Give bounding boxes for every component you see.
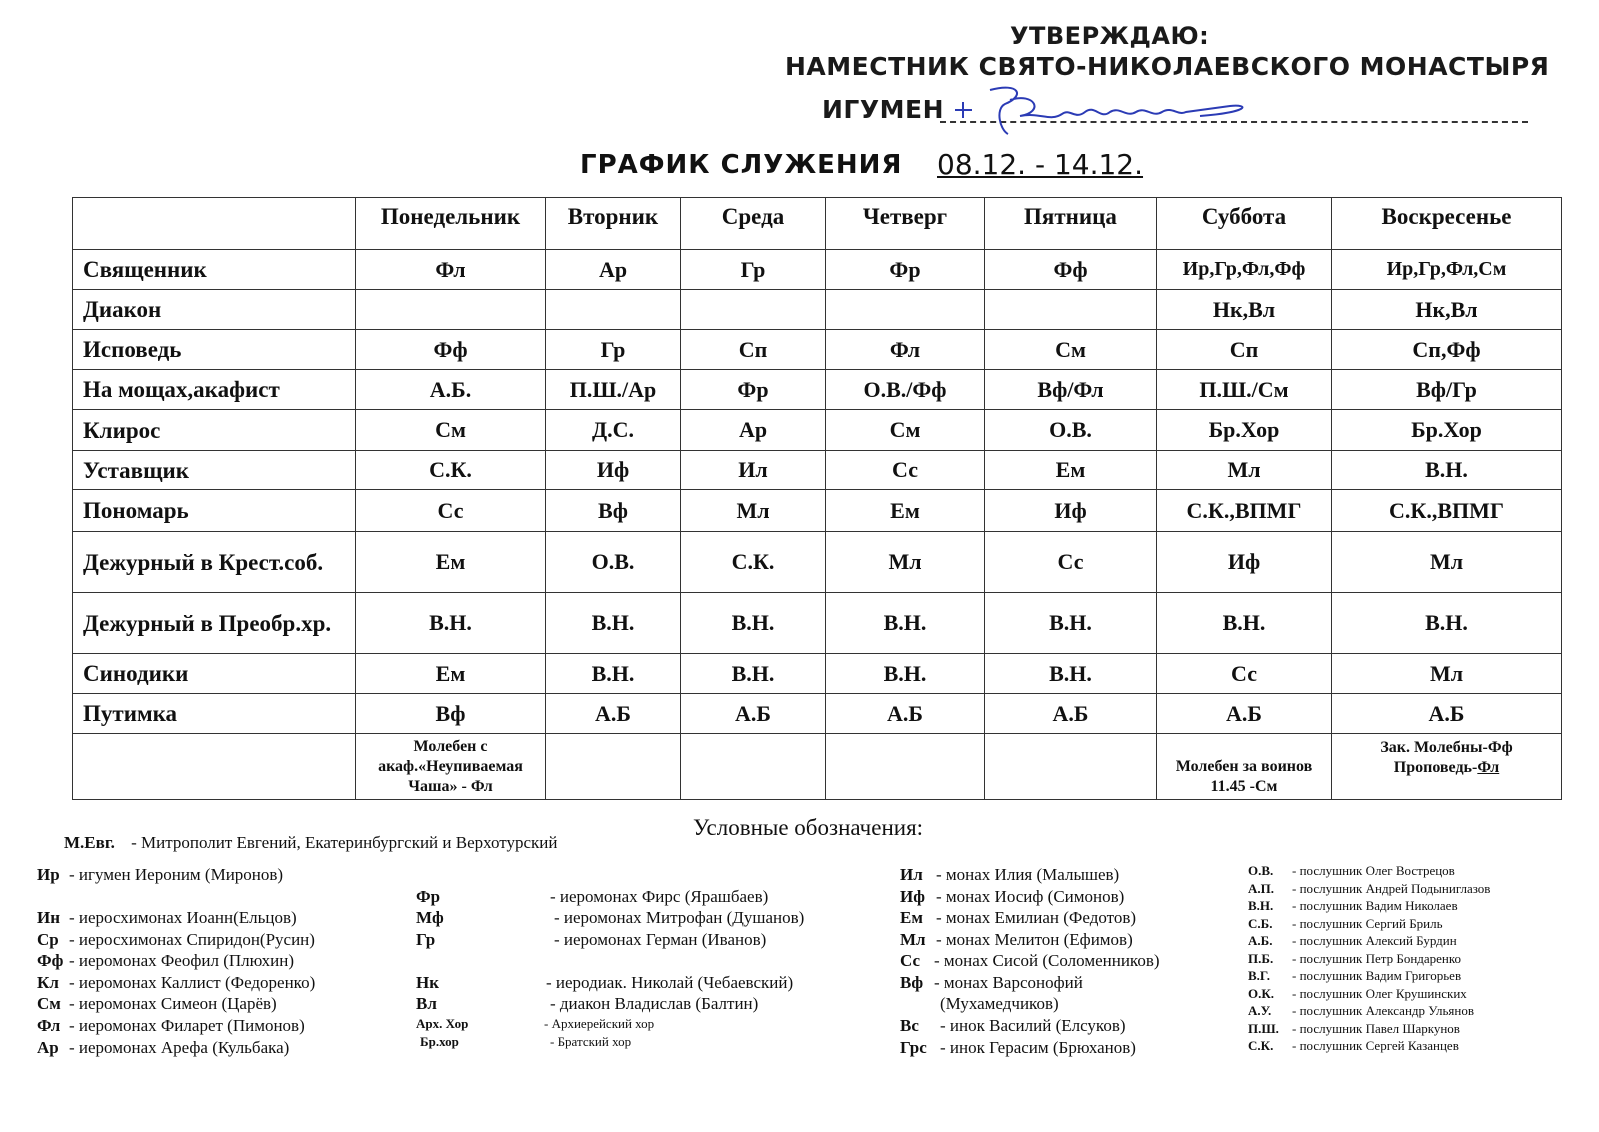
table-row xyxy=(73,330,1562,370)
schedule-cell: Бр.Хор xyxy=(1332,410,1562,451)
signature-image xyxy=(950,82,1280,142)
schedule-cell: Ар xyxy=(546,250,681,290)
schedule-cell: См xyxy=(356,410,546,451)
schedule-cell: В.Н. xyxy=(1332,451,1562,490)
schedule-cell: А.Б xyxy=(546,694,681,734)
schedule-cell: Иф xyxy=(546,451,681,490)
legend-abbr: Ил xyxy=(900,865,923,884)
schedule-cell: П.Ш./Ар xyxy=(546,370,681,410)
schedule-cell: А.Б xyxy=(681,694,826,734)
legend-item xyxy=(1248,915,1443,933)
schedule-cell: Сс xyxy=(356,490,546,532)
notes-label-cell xyxy=(73,734,356,800)
legend-desc: - послушник Сергей Казанцев xyxy=(1292,1038,1459,1053)
legend-item xyxy=(900,907,1136,929)
day-header: Понедельник xyxy=(356,198,546,250)
schedule-cell: А.Б xyxy=(985,694,1157,734)
schedule-cell: С.К. xyxy=(681,532,826,593)
schedule-cell: Вф/Фл xyxy=(985,370,1157,410)
legend-desc: - монах Варсонофий xyxy=(934,973,1083,992)
schedule-cell xyxy=(681,290,826,330)
table-row xyxy=(73,250,1562,290)
legend-abbr: П.Б. xyxy=(1248,950,1274,966)
table-row xyxy=(73,451,1562,490)
table-row xyxy=(73,694,1562,734)
note-sunday-line1: Зак. Молебны-Фф xyxy=(1380,739,1513,756)
legend-item xyxy=(37,972,315,994)
legend-abbr: Ир xyxy=(37,865,60,884)
legend-abbr: Арх. Хор xyxy=(416,1016,469,1031)
schedule-cell: Вф xyxy=(546,490,681,532)
legend-desc: - монах Мелитон (Ефимов) xyxy=(936,930,1133,949)
schedule-cell: Фр xyxy=(681,370,826,410)
schedule-cell: Гр xyxy=(546,330,681,370)
legend-title: Условные обозначения: xyxy=(693,815,924,840)
legend-abbr: Вф xyxy=(900,973,924,992)
legend-desc: - монах Сисой (Соломенников) xyxy=(934,951,1160,970)
legend-item xyxy=(900,929,1133,951)
schedule-cell: В.Н. xyxy=(356,593,546,654)
legend-abbr: Фр xyxy=(416,887,441,906)
schedule-dates: 08.12. - 14.12. xyxy=(937,148,1144,181)
day-header: Воскресенье xyxy=(1332,198,1562,250)
legend-item xyxy=(900,1015,1126,1037)
note-saturday: Молебен за воинов 11.45 -См xyxy=(1157,734,1332,800)
note-empty xyxy=(985,734,1157,800)
legend-desc: - игумен Иероним (Миронов) xyxy=(69,865,284,884)
schedule-cell: Фф xyxy=(356,330,546,370)
schedule-cell: Фл xyxy=(826,330,985,370)
table-header-row xyxy=(73,198,1562,250)
legend-desc: - иеромонах Каллист (Федоренко) xyxy=(69,973,316,992)
legend-abbr: С.К. xyxy=(1248,1038,1274,1053)
schedule-cell xyxy=(356,290,546,330)
row-label: Путимка xyxy=(73,694,356,734)
legend-desc: - послушник Олег Вострецов xyxy=(1292,863,1455,878)
schedule-cell: П.Ш./См xyxy=(1157,370,1332,410)
schedule-cell: Ем xyxy=(356,654,546,694)
legend-abbr: Грс xyxy=(900,1038,927,1057)
table-row xyxy=(73,410,1562,451)
schedule-cell: В.Н. xyxy=(1332,593,1562,654)
schedule-cell: С.К.,ВПМГ xyxy=(1157,490,1332,532)
legend-desc: - иеромонах Митрофан (Душанов) xyxy=(554,908,805,927)
schedule-cell: В.Н. xyxy=(546,593,681,654)
row-label: На мощах,акафист xyxy=(73,370,356,410)
legend-abbr: Гр xyxy=(416,930,436,949)
legend-item xyxy=(37,950,294,972)
note-monday: Молебен с акаф.«Неупиваемая Чаша» - Фл xyxy=(356,734,546,800)
schedule-cell: О.В./Фф xyxy=(826,370,985,410)
note-sunday-prefix: Проповедь- xyxy=(1393,759,1478,776)
legend-abbr: Вл xyxy=(416,994,437,1013)
legend-desc: - иеросхимонах Спиридон(Русин) xyxy=(69,930,315,949)
legend-abbr: В.Н. xyxy=(1248,898,1274,913)
legend-item xyxy=(1248,880,1490,898)
day-header: Четверг xyxy=(826,198,985,250)
schedule-cell: Бр.Хор xyxy=(1157,410,1332,451)
schedule-cell: Ир,Гр,Фл,Фф xyxy=(1157,250,1332,290)
schedule-cell: В.Н. xyxy=(826,654,985,694)
legend-item xyxy=(37,1037,289,1059)
approval-rank: ИГУМЕН xyxy=(822,95,945,124)
legend-item xyxy=(900,864,1119,886)
day-header: Пятница xyxy=(985,198,1157,250)
day-header: Среда xyxy=(681,198,826,250)
legend-item xyxy=(37,993,277,1015)
legend-desc: - послушник Сергий Бриль xyxy=(1292,915,1443,931)
legend-item xyxy=(900,886,1124,908)
legend-desc: - Архиерейский хор xyxy=(544,1016,655,1031)
legend-abbr: О.К. xyxy=(1248,985,1275,1001)
legend-abbr: Кл xyxy=(37,973,59,992)
legend-item xyxy=(1248,897,1458,915)
day-header: Суббота xyxy=(1157,198,1332,250)
legend-desc: - Митрополит Евгений, Екатеринбургский и Верхотурский xyxy=(131,833,558,852)
legend-abbr: Ср xyxy=(37,930,59,949)
schedule-cell: Сп xyxy=(1157,330,1332,370)
legend-desc: - иеромонах Феофил (Плюхин) xyxy=(69,951,295,970)
schedule-cell: Сп,Фф xyxy=(1332,330,1562,370)
legend-item xyxy=(416,972,793,994)
legend-item xyxy=(1248,1037,1459,1055)
day-header: Вторник xyxy=(546,198,681,250)
schedule-cell: В.Н. xyxy=(985,654,1157,694)
schedule-cell: Ем xyxy=(985,451,1157,490)
table-row xyxy=(73,532,1562,593)
legend-desc: - послушник Андрей Подыниглазов xyxy=(1292,880,1491,896)
schedule-cell: Иф xyxy=(1157,532,1332,593)
legend-abbr: Фф xyxy=(37,951,64,970)
schedule-cell: Нк,Вл xyxy=(1157,290,1332,330)
legend-desc: - послушник Павел Шаркунов xyxy=(1292,1020,1460,1036)
schedule-cell: О.В. xyxy=(546,532,681,593)
schedule-cell xyxy=(826,290,985,330)
legend-item xyxy=(416,907,804,929)
corner-cell xyxy=(73,198,356,250)
legend-item xyxy=(900,950,1160,972)
row-label: Священник xyxy=(73,250,356,290)
legend-abbr: Ин xyxy=(37,908,61,927)
legend-abbr: П.Ш. xyxy=(1248,1020,1279,1036)
schedule-cell: Иф xyxy=(985,490,1157,532)
legend-abbr: В.Г. xyxy=(1248,968,1270,983)
legend-item xyxy=(37,907,297,929)
legend-abbr: С.Б. xyxy=(1248,915,1273,931)
legend-desc: - иеродиак. Николай (Чебаевский) xyxy=(546,973,794,992)
schedule-cell: Гр xyxy=(681,250,826,290)
row-label: Пономарь xyxy=(73,490,356,532)
schedule-cell: В.Н. xyxy=(546,654,681,694)
legend-desc: - иеромонах Фирс (Ярашбаев) xyxy=(550,887,769,906)
legend-item xyxy=(1248,862,1455,880)
legend-abbr: Бр.хор xyxy=(420,1034,459,1049)
row-label: Дежурный в Крест.соб. xyxy=(73,532,356,593)
legend-item xyxy=(900,1037,1136,1059)
legend-item xyxy=(416,993,758,1015)
note-sunday-line2 xyxy=(1334,758,1559,778)
legend-desc: - Братский хор xyxy=(550,1034,632,1049)
schedule-cell: Ем xyxy=(356,532,546,593)
schedule-cell xyxy=(546,290,681,330)
schedule-cell: Фр xyxy=(826,250,985,290)
legend-abbr: Ем xyxy=(900,908,923,927)
note-empty xyxy=(681,734,826,800)
legend-abbr: А.П. xyxy=(1248,880,1274,896)
schedule-cell: Сс xyxy=(985,532,1157,593)
legend-desc: - монах Иосиф (Симонов) xyxy=(936,887,1125,906)
legend-item xyxy=(1248,1002,1474,1020)
legend-desc: - иеросхимонах Иоанн(Ельцов) xyxy=(69,908,297,927)
schedule-cell: А.Б xyxy=(1157,694,1332,734)
schedule-cell: См xyxy=(826,410,985,451)
schedule-cell: Сс xyxy=(826,451,985,490)
note-empty xyxy=(826,734,985,800)
legend-item xyxy=(940,993,1059,1015)
schedule-cell: Мл xyxy=(1332,654,1562,694)
approval-heading: УТВЕРЖДАЮ: xyxy=(1010,22,1210,50)
schedule-cell: А.Б xyxy=(1332,694,1562,734)
legend-item xyxy=(1248,985,1467,1003)
schedule-cell: В.Н. xyxy=(985,593,1157,654)
schedule-cell: Нк,Вл xyxy=(1332,290,1562,330)
schedule-cell: Сс xyxy=(1157,654,1332,694)
schedule-cell: Фл xyxy=(356,250,546,290)
table-row xyxy=(73,654,1562,694)
schedule-cell: О.В. xyxy=(985,410,1157,451)
approval-position: НАМЕСТНИК СВЯТО-НИКОЛАЕВСКОГО МОНАСТЫРЯ xyxy=(785,52,1550,81)
schedule-cell: Вф xyxy=(356,694,546,734)
legend-abbr: Фл xyxy=(37,1016,61,1035)
note-sunday xyxy=(1332,734,1562,800)
schedule-cell: Ар xyxy=(681,410,826,451)
legend-item xyxy=(416,1015,654,1033)
schedule-cell: Д.С. xyxy=(546,410,681,451)
legend-desc: - иеромонах Филарет (Пимонов) xyxy=(69,1016,305,1035)
schedule-cell: В.Н. xyxy=(681,654,826,694)
legend-abbr: А.У. xyxy=(1248,1003,1272,1018)
schedule-cell: В.Н. xyxy=(826,593,985,654)
legend-desc: - иеромонах Симеон (Царёв) xyxy=(69,994,277,1013)
schedule-cell: Мл xyxy=(1157,451,1332,490)
note-empty xyxy=(546,734,681,800)
legend-abbr: См xyxy=(37,994,61,1013)
legend-item xyxy=(420,1033,631,1051)
legend-item xyxy=(37,1015,305,1037)
legend-desc: - инок Василий (Елсуков) xyxy=(940,1016,1126,1035)
legend-desc: - монах Илия (Малышев) xyxy=(936,865,1120,884)
legend-desc: - послушник Александр Ульянов xyxy=(1292,1003,1474,1018)
row-label: Исповедь xyxy=(73,330,356,370)
row-label: Уставщик xyxy=(73,451,356,490)
schedule-title: ГРАФИК СЛУЖЕНИЯ xyxy=(580,150,903,180)
row-label: Синодики xyxy=(73,654,356,694)
legend-item xyxy=(416,929,766,951)
row-label: Дежурный в Преобр.хр. xyxy=(73,593,356,654)
legend-desc: - иеромонах Арефа (Кульбака) xyxy=(69,1038,290,1057)
table-row xyxy=(73,290,1562,330)
legend-abbr: О.В. xyxy=(1248,863,1274,878)
legend-item xyxy=(1248,932,1457,950)
legend-desc: (Мухамедчиков) xyxy=(940,994,1059,1013)
table-row xyxy=(73,490,1562,532)
legend-item xyxy=(37,864,283,886)
legend-item xyxy=(416,886,768,908)
schedule-cell: В.Н. xyxy=(681,593,826,654)
schedule-cell: Вф/Гр xyxy=(1332,370,1562,410)
legend-desc: - послушник Олег Крушинских xyxy=(1292,985,1467,1001)
schedule-cell xyxy=(985,290,1157,330)
schedule-cell: Мл xyxy=(681,490,826,532)
schedule-cell: Ил xyxy=(681,451,826,490)
note-sunday-name: Фл xyxy=(1477,759,1500,776)
legend-metropolitan xyxy=(64,832,557,854)
schedule-cell: А.Б xyxy=(826,694,985,734)
schedule-cell: С.К.,ВПМГ xyxy=(1332,490,1562,532)
legend-desc: - послушник Петр Бондаренко xyxy=(1292,950,1462,966)
legend-desc: - монах Емилиан (Федотов) xyxy=(936,908,1137,927)
row-label: Диакон xyxy=(73,290,356,330)
schedule-cell: А.Б. xyxy=(356,370,546,410)
legend-abbr: А.Б. xyxy=(1248,933,1273,948)
legend-abbr: М.Евг. xyxy=(64,833,115,852)
schedule-cell: Сп xyxy=(681,330,826,370)
legend-abbr: Вс xyxy=(900,1016,919,1035)
legend-abbr: Иф xyxy=(900,887,925,906)
schedule-cell: Ем xyxy=(826,490,985,532)
legend-item xyxy=(900,972,1083,994)
legend-desc: - послушник Алексий Бурдин xyxy=(1292,933,1457,948)
legend-desc: - иеромонах Герман (Иванов) xyxy=(554,930,767,949)
schedule-cell: См xyxy=(985,330,1157,370)
legend-item xyxy=(1248,1020,1460,1038)
legend-desc: - послушник Вадим Николаев xyxy=(1292,898,1458,913)
legend-item xyxy=(1248,950,1461,968)
table-row xyxy=(73,593,1562,654)
notes-row xyxy=(73,734,1562,800)
legend-abbr: Нк xyxy=(416,973,440,992)
legend-abbr: Мл xyxy=(900,930,926,949)
row-label: Клирос xyxy=(73,410,356,451)
schedule-table xyxy=(72,197,1562,800)
schedule-cell: Фф xyxy=(985,250,1157,290)
legend-item xyxy=(1248,967,1461,985)
legend-desc: - диакон Владислав (Балтин) xyxy=(550,994,759,1013)
legend-desc: - инок Герасим (Брюханов) xyxy=(940,1038,1136,1057)
schedule-cell: Мл xyxy=(1332,532,1562,593)
legend-abbr: Ар xyxy=(37,1038,59,1057)
legend-item xyxy=(37,929,315,951)
schedule-cell: Мл xyxy=(826,532,985,593)
schedule-cell: С.К. xyxy=(356,451,546,490)
legend-abbr: Сс xyxy=(900,951,921,970)
schedule-cell: Ир,Гр,Фл,См xyxy=(1332,250,1562,290)
table-row xyxy=(73,370,1562,410)
legend-desc: - послушник Вадим Григорьев xyxy=(1292,968,1462,983)
legend-abbr: Мф xyxy=(416,908,444,927)
schedule-cell: В.Н. xyxy=(1157,593,1332,654)
